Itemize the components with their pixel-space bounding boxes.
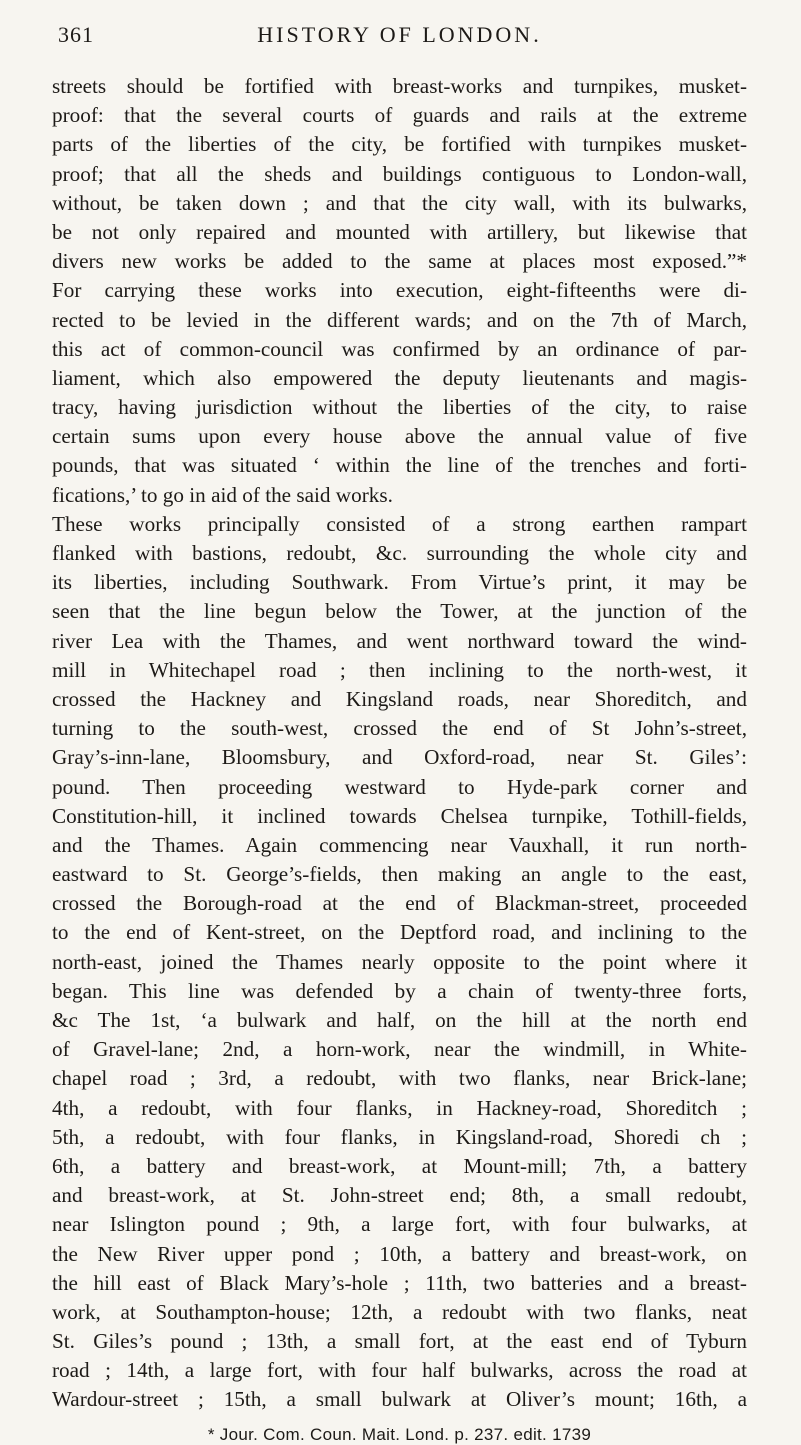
text-line: 4th, a redoubt, with four flanks, in Hackney-road, Shoreditch ; bbox=[52, 1095, 747, 1120]
running-title: HISTORY OF LONDON. bbox=[257, 22, 542, 47]
text-line: the New River upper pond ; 10th, a battery and breast-work, on bbox=[52, 1241, 747, 1266]
text-line: near Islington pound ; 9th, a large fort, with four bulwarks, at bbox=[52, 1212, 747, 1237]
text-line: and the Thames. Again commencing near Vauxhall, it run north- bbox=[52, 832, 747, 857]
text-line: parts of the liberties of the city, be fortified with turnpikes musket- bbox=[52, 132, 747, 157]
text-line: chapel road ; 3rd, a redoubt, with two flanks, near Brick-lane; bbox=[52, 1066, 747, 1091]
text-line: this act of common-council was confirmed by an ordinance of par- bbox=[52, 336, 747, 361]
text-line: streets should be fortified with breast-works and turnpikes, musket- bbox=[52, 74, 747, 98]
text-line: Constitution-hill, it inclined towards Chelsea turnpike, Tothill-fields, bbox=[52, 803, 747, 828]
text-line: work, at Southampton-house; 12th, a redoubt with two flanks, neat bbox=[52, 1299, 747, 1324]
text-line: certain sums upon every house above the annual value of five bbox=[52, 424, 747, 449]
text-line: proof; that all the sheds and buildings contiguous to London-wall, bbox=[52, 161, 747, 186]
page-number: 361 bbox=[58, 22, 94, 47]
text-line: flanked with bastions, redoubt, &c. surrounding the whole city and bbox=[52, 541, 747, 565]
text-line: north-east, joined the Thames nearly opposite to the point where it bbox=[52, 949, 747, 974]
text-line: river Lea with the Thames, and went northward toward the wind- bbox=[52, 628, 747, 653]
text-line: For carrying these works into execution, eight-fifteenths were di- bbox=[52, 278, 747, 303]
text-line: 5th, a redoubt, with four flanks, in Kingsland-road, Shoredi ch ; bbox=[52, 1124, 747, 1149]
text-line: pound. Then proceeding westward to Hyde-park corner and bbox=[52, 774, 747, 799]
text-line: pounds, that was situated ‘ within the line of the trenches and forti- bbox=[52, 453, 747, 478]
text-line: fications,’ to go in aid of the said works. bbox=[52, 482, 393, 507]
text-line: of Gravel-lane; 2nd, a horn-work, near the windmill, in White- bbox=[52, 1037, 747, 1062]
text-line: and breast-work, at St. John-street end; 8th, a small redoubt, bbox=[52, 1183, 747, 1208]
footnote: * Jour. Com. Coun. Mait. Lond. p. 237. edit. 1739 bbox=[207, 1424, 592, 1444]
text-line: liament, which also empowered the deputy lieutenants and magis- bbox=[52, 365, 747, 390]
text-line: St. Giles’s pound ; 13th, a small fort, at the east end of Tyburn bbox=[52, 1329, 747, 1354]
text-line: to the end of Kent-street, on the Deptford road, and inclining to the bbox=[52, 920, 747, 945]
text-line: its liberties, including Southwark. From Virtue’s print, it may be bbox=[52, 570, 747, 595]
page-header bbox=[52, 22, 747, 58]
body-text bbox=[52, 72, 747, 1415]
text-line: Wardour-street ; 15th, a small bulwark at Oliver’s mount; 16th, a bbox=[52, 1387, 747, 1412]
text-line: mill in Whitechapel road ; then inclining to the north-west, it bbox=[52, 657, 747, 682]
text-line: road ; 14th, a large fort, with four half bulwarks, across the road at bbox=[52, 1358, 747, 1383]
text-line: 6th, a battery and breast-work, at Mount-mill; 7th, a battery bbox=[52, 1153, 747, 1178]
text-line: crossed the Hackney and Kingsland roads, near Shoreditch, and bbox=[52, 686, 747, 711]
text-line: crossed the Borough-road at the end of Blackman-street, proceeded bbox=[52, 891, 747, 916]
text-line: These works principally consisted of a strong earthen rampart bbox=[52, 511, 747, 536]
text-line: turning to the south-west, crossed the end of St John’s-street, bbox=[52, 716, 747, 741]
text-line: tracy, having jurisdiction without the liberties of the city, to raise bbox=[52, 395, 747, 420]
text-line: Gray’s-inn-lane, Bloomsbury, and Oxford-road, near St. Giles’: bbox=[52, 745, 747, 770]
text-line: without, be taken down ; and that the city wall, with its bulwarks, bbox=[52, 190, 747, 215]
text-line: divers new works be added to the same at places most exposed.”* bbox=[52, 249, 747, 274]
text-line: &c The 1st, ‘a bulwark and half, on the hill at the north end bbox=[52, 1008, 747, 1032]
text-line: eastward to St. George’s-fields, then making an angle to the east, bbox=[52, 862, 747, 887]
text-line: began. This line was defended by a chain of twenty-three forts, bbox=[52, 978, 747, 1003]
text-line: be not only repaired and mounted with artillery, but likewise that bbox=[52, 219, 747, 244]
text-line: proof: that the several courts of guards and rails at the extreme bbox=[52, 103, 747, 128]
text-line: the hill east of Black Mary’s-hole ; 11th, two batteries and a breast- bbox=[52, 1270, 747, 1295]
text-line: seen that the line begun below the Tower, at the junction of the bbox=[52, 599, 747, 624]
text-line: rected to be levied in the different wards; and on the 7th of March, bbox=[52, 307, 747, 332]
